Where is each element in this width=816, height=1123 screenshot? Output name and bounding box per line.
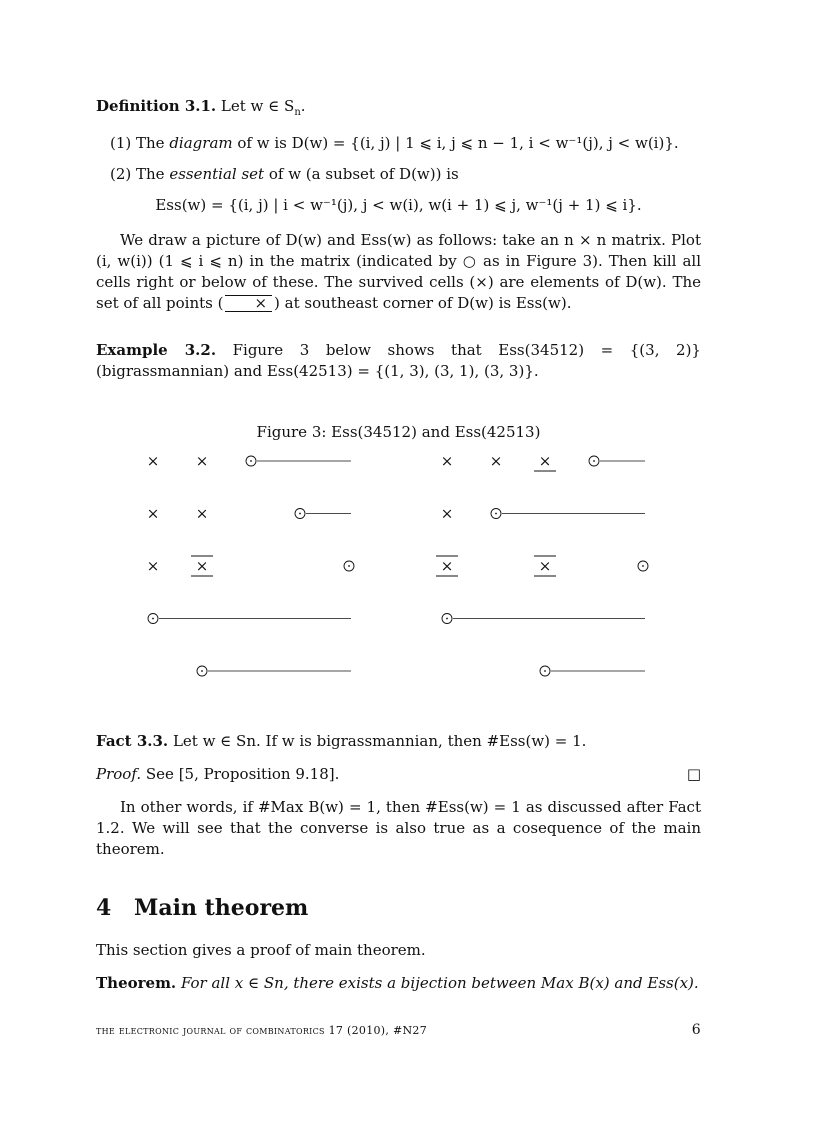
right-point-dot: [495, 513, 497, 515]
item1-pre: (1) The: [110, 134, 170, 152]
para1-text-b: ) at southeast corner of D(w) is Ess(w).: [274, 294, 572, 312]
paper-page: [96, 96, 701, 1006]
section-heading: [96, 894, 701, 922]
figure-caption: Figure 3: Ess(34512) and Ess(42513): [256, 423, 541, 441]
theorem-text: For all x ∈ Sn, there exists a bijection between Max B(x) and Ess(x).: [180, 974, 699, 992]
right-diagram-cross: ×: [440, 504, 454, 523]
right-point-dot: [593, 460, 595, 462]
item2-pre: (2) The: [110, 165, 170, 183]
right-diagram-cross: ×: [489, 453, 503, 470]
example-text: Figure 3 below shows that Ess(34512) = {(3, 2)} (bigrassmannian) and Ess(42513) = {(1, 3), (3, 1), (3, 3)}.: [96, 341, 701, 380]
left-diagram-cross: ×: [146, 504, 160, 523]
definition-label: Definition 3.1.: [96, 97, 217, 115]
item2-emph: essential set: [169, 165, 265, 183]
left-diagram-cross: ×: [195, 453, 209, 470]
section-number: 4: [96, 895, 112, 921]
left-diagram-cross: ×: [195, 504, 209, 523]
figure-3: [96, 453, 701, 713]
section-intro: This section gives a proof of main theorem.: [96, 941, 426, 959]
right-point-dot: [446, 618, 448, 620]
left-diagram-cross: ×: [195, 557, 209, 575]
right-point-dot: [642, 565, 644, 567]
paragraph-drawing-description: [96, 230, 701, 314]
left-point-dot: [201, 670, 203, 672]
section-title: Main theorem: [134, 895, 309, 921]
example-3-2: [96, 340, 701, 382]
item1-emph: diagram: [169, 134, 233, 152]
right-diagram-cross: ×: [440, 557, 454, 575]
proof-label: Proof.: [96, 765, 142, 783]
item2-post: of w (a subset of D(w)) is: [264, 165, 459, 183]
theorem: [96, 973, 701, 994]
paragraph-converse: In other words, if #Max B(w) = 1, then #Ess(w) = 1 as discussed after Fact 1.2. We will see that the converse is also true as a cosequence of the main theorem.: [96, 798, 701, 858]
right-point-dot: [544, 670, 546, 672]
proof-text: See [5, Proposition 9.18].: [145, 765, 340, 783]
right-diagram-cross: ×: [538, 453, 552, 470]
definition-lead: Let w ∈ S: [220, 97, 295, 115]
left-diagram-cross: ×: [146, 453, 160, 470]
definition-item-1: [110, 133, 701, 154]
left-point-dot: [299, 513, 301, 515]
definition-3-1: Definition 3.1. Let w ∈ $S_n$.: [96, 97, 306, 118]
example-label: Example 3.2.: [96, 341, 217, 359]
definition-item-2: [110, 164, 701, 185]
theorem-label: Theorem.: [96, 974, 177, 992]
fact-text: Let w ∈ Sn. If w is bigrassmannian, then #Ess(w) = 1.: [172, 732, 587, 750]
fact-label: Fact 3.3.: [96, 732, 169, 750]
item1-post: of w is D(w) = {(i, j) | 1 ⩽ i, j ⩽ n − 1, i < w⁻¹(j), j < w(i)}.: [232, 134, 679, 152]
fact-3-3: [96, 731, 701, 752]
page-footer: [96, 1020, 701, 1041]
ess-display-formula: Ess(w) = {(i, j) | i < w⁻¹(j), j < w(i), w(i + 1) ⩽ j, w⁻¹(j + 1) ⩽ i}.: [155, 196, 642, 214]
proof: [96, 764, 701, 785]
left-diagram-cross: ×: [146, 557, 160, 575]
page-number: 6: [691, 1022, 701, 1038]
left-point-dot: [348, 565, 350, 567]
footer-journal: the electronic journal of combinatorics 17 (2010), #N27: [96, 1024, 428, 1037]
left-point-dot: [152, 618, 154, 620]
right-diagram-cross: ×: [440, 453, 454, 470]
right-diagram-cross: ×: [538, 557, 552, 575]
para1-text-a: We draw a picture of D(w) and Ess(w) as follows: take an n × n matrix. Plot (i, w(i)) (1 ⩽ i ⩽ n) in the matrix (indicated by ○ as in Figure 3). Then kill all cells right or below of these. The survived cells (×) are elements of D(w). The set of all points (: [96, 231, 701, 312]
definition-lead-sub: n: [294, 107, 301, 118]
figure-3-canvas: [96, 453, 701, 713]
boxed-cross-symbol: ×: [225, 295, 272, 312]
left-point-dot: [250, 460, 252, 462]
qed-symbol: □: [686, 765, 701, 783]
